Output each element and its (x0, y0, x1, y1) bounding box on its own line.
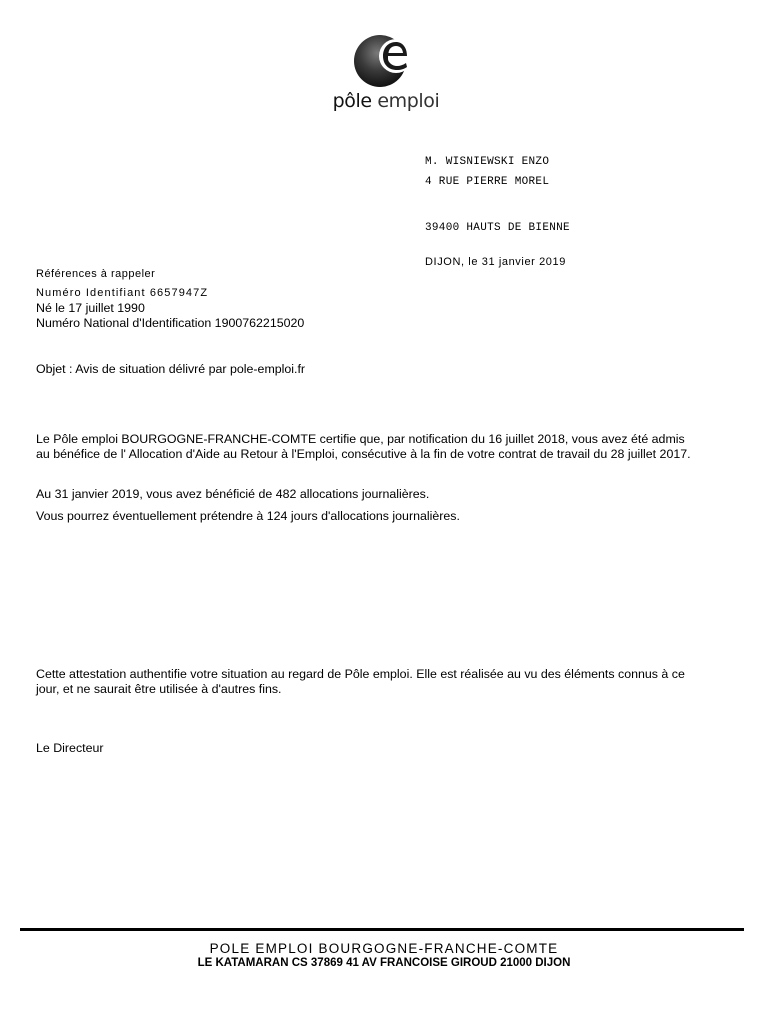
recipient-street: 4 RUE PIERRE MOREL (425, 176, 550, 188)
identifier-number: Numéro Identifiant 6657947Z (36, 287, 209, 299)
letter-subject: Objet : Avis de situation délivré par pole-emploi.fr (36, 362, 306, 376)
footer-agency-address: LE KATAMARAN CS 37869 41 AV FRANCOISE GIROUD 21000 DIJON (197, 957, 571, 969)
paragraph-1-line-2: au bénéfice de l' Allocation d'Aide au Retour à l'Emploi, consécutive à la fin de votre contrat de travail du 28 juillet 2017. (36, 447, 691, 461)
logo-word-pole: pôle (332, 90, 372, 112)
footer-agency-name: POLE EMPLOI BOURGOGNE-FRANCHE-COMTE (209, 941, 559, 956)
birth-date: Né le 17 juillet 1990 (36, 301, 145, 315)
letter-date: DIJON, le 31 janvier 2019 (425, 256, 566, 268)
national-id: Numéro National d'Identification 1900762215020 (36, 316, 305, 330)
recipient-name: M. WISNIEWSKI ENZO (425, 156, 550, 168)
paragraph-4-line-2: jour, et ne saurait être utilisée à d'autres fins. (36, 682, 282, 696)
footer-divider (20, 928, 744, 931)
references-heading: Références à rappeler (36, 268, 156, 280)
pole-emploi-logo (320, 28, 450, 120)
recipient-city: 39400 HAUTS DE BIENNE (425, 222, 570, 234)
signature: Le Directeur (36, 741, 104, 755)
logo-word-emploi: emploi (377, 90, 440, 112)
paragraph-1-line-1: Le Pôle emploi BOURGOGNE-FRANCHE-COMTE certifie que, par notification du 16 juillet 2018, vous avez été admis (36, 432, 685, 446)
paragraph-2: Au 31 janvier 2019, vous avez bénéficié de 482 allocations journalières. (36, 487, 430, 501)
paragraph-3: Vous pourrez éventuellement prétendre à 124 jours d'allocations journalières. (36, 509, 460, 523)
logo-wordmark (324, 90, 448, 112)
pole-emploi-mark (352, 30, 416, 92)
paragraph-4-line-1: Cette attestation authentifie votre situation au regard de Pôle emploi. Elle est réalisée au vu des éléments connus à ce (36, 667, 685, 681)
